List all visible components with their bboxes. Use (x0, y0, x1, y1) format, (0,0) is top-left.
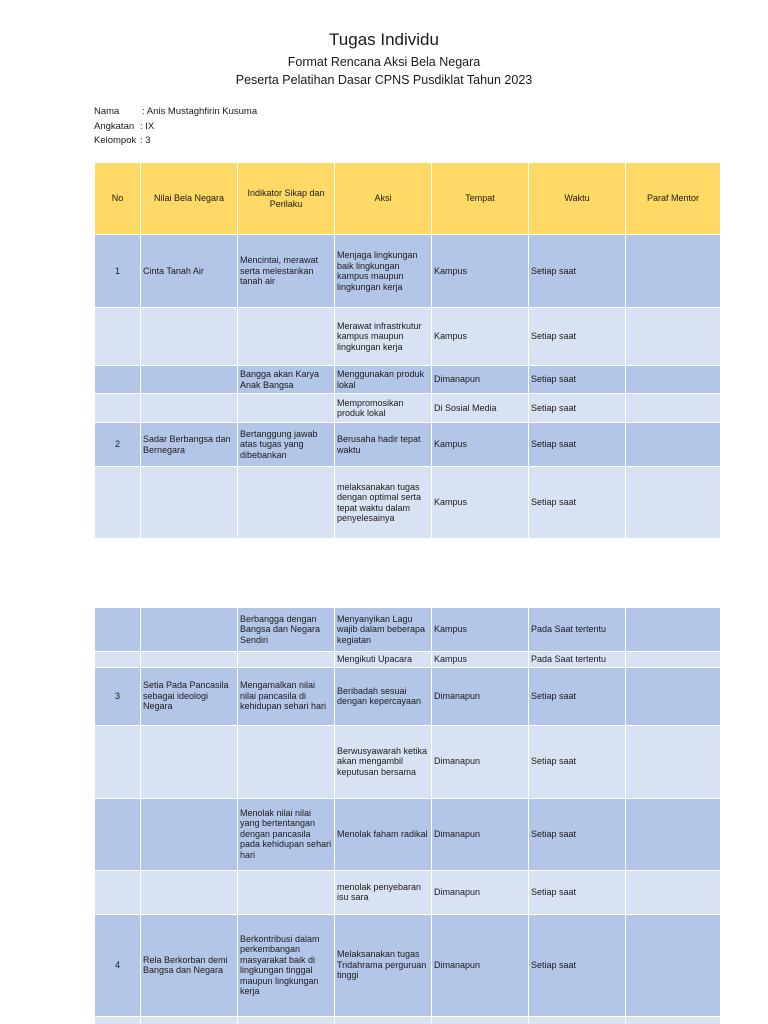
nama-row (94, 105, 257, 120)
cell-tempat: Dimanapun (432, 366, 529, 394)
cell-tempat: Kampus (432, 467, 529, 539)
cell-aksi: menolak penyebaran isu sara (335, 870, 432, 914)
cell-indikator: Mengamalkan nilai nilai pancasila di kehidupan sehari hari (238, 667, 335, 725)
cell-waktu: Setiap saat (529, 394, 626, 423)
cell-tempat: Kampus (432, 235, 529, 308)
cell-indikator (238, 394, 335, 423)
table-row (95, 870, 721, 914)
cell-waktu (529, 1016, 626, 1024)
table-header-row (95, 163, 721, 235)
cell-indikator (238, 1016, 335, 1024)
table-row (95, 366, 721, 394)
cell-no (95, 467, 141, 539)
cell-paraf (626, 870, 721, 914)
cell-nilai (141, 798, 238, 870)
cell-waktu: Setiap saat (529, 308, 626, 366)
cell-paraf (626, 235, 721, 308)
cell-tempat (432, 1016, 529, 1024)
cell-paraf (626, 366, 721, 394)
cell-aksi: Menolak faham radikal (335, 798, 432, 870)
cell-tempat: Dimanapun (432, 914, 529, 1016)
cell-nilai: Rela Berkorban demi Bangsa dan Negara (141, 914, 238, 1016)
table-row (95, 798, 721, 870)
kelompok-row (94, 134, 257, 149)
table-row (95, 652, 721, 668)
cell-no (95, 308, 141, 366)
cell-waktu: Setiap saat (529, 667, 626, 725)
cell-nilai (141, 394, 238, 423)
cell-nilai (141, 870, 238, 914)
table-row (95, 394, 721, 423)
cell-paraf (626, 394, 721, 423)
cell-tempat: Kampus (432, 308, 529, 366)
cell-waktu: Setiap saat (529, 798, 626, 870)
cell-aksi: Menggunakan produk lokal (335, 366, 432, 394)
cell-no (95, 608, 141, 652)
cell-no: 3 (95, 667, 141, 725)
cell-indikator: Berbangga dengan Bangsa dan Negara Sendiri (238, 608, 335, 652)
cell-indikator (238, 725, 335, 798)
participant-info (94, 105, 257, 149)
cell-indikator: Bangga akan Karya Anak Bangsa (238, 366, 335, 394)
cell-aksi: Mempromosikan produk lokal (335, 394, 432, 423)
document-subtitle: Format Rencana Aksi Bela Negara (287, 55, 481, 69)
cell-aksi: Merawat infrastrkutur kampus maupun lingkungan kerja (335, 308, 432, 366)
cell-no: 4 (95, 914, 141, 1016)
cell-nilai (141, 308, 238, 366)
column-header-aksi: Aksi (335, 163, 432, 235)
angkatan-label: Angkatan (94, 120, 135, 132)
column-header-nilai: Nilai Bela Negara (141, 163, 238, 235)
cell-tempat: Dimanapun (432, 798, 529, 870)
cell-waktu: Setiap saat (529, 366, 626, 394)
table-row (95, 235, 721, 308)
cell-paraf (626, 1016, 721, 1024)
cell-tempat: Di Sosial Media (432, 394, 529, 423)
table-row (95, 467, 721, 539)
cell-aksi: Berusaha hadir tepat waktu (335, 423, 432, 467)
cell-tempat: Kampus (432, 652, 529, 668)
action-plan-table-continued (94, 607, 721, 1024)
action-plan-table (94, 162, 721, 539)
table-row (95, 423, 721, 467)
table-row (95, 1016, 721, 1024)
cell-nilai: Sadar Berbangsa dan Bernegara (141, 423, 238, 467)
cell-paraf (626, 423, 721, 467)
cell-indikator (238, 652, 335, 668)
table-row (95, 308, 721, 366)
cell-no (95, 652, 141, 668)
table-row (95, 725, 721, 798)
cell-tempat: Kampus (432, 608, 529, 652)
cell-paraf (626, 914, 721, 1016)
column-header-waktu: Waktu (529, 163, 626, 235)
cell-paraf (626, 725, 721, 798)
kelompok-label: Kelompok (94, 135, 137, 146)
cell-no (95, 870, 141, 914)
cell-waktu: Setiap saat (529, 870, 626, 914)
table-row (95, 608, 721, 652)
cell-indikator: Menolak nilai nilai yang bertentangan dengan pancasila pada kehidupan sehari hari (238, 798, 335, 870)
cell-paraf (626, 467, 721, 539)
cell-indikator (238, 467, 335, 539)
column-header-paraf: Paraf Mentor (626, 163, 721, 235)
cell-indikator (238, 870, 335, 914)
cell-no (95, 725, 141, 798)
cell-nilai (141, 652, 238, 668)
cell-nilai (141, 1016, 238, 1024)
cell-tempat: Dimanapun (432, 667, 529, 725)
cell-waktu: Pada Saat tertentu (529, 608, 626, 652)
cell-aksi: Menjaga lingkungan baik lingkungan kampus maupun lingkungan kerja (335, 235, 432, 308)
cell-aksi: Melaksanakan tugas Tridahrama perguruan tinggi (335, 914, 432, 1016)
cell-no: 2 (95, 423, 141, 467)
cell-paraf (626, 652, 721, 668)
cell-aksi: Beribadah sesuai dengan kepercayaan (335, 667, 432, 725)
table-row (95, 914, 721, 1016)
cell-nilai (141, 467, 238, 539)
column-header-indikator: Indikator Sikap dan Perilaku (238, 163, 335, 235)
angkatan-row (94, 120, 257, 135)
cell-paraf (626, 308, 721, 366)
cell-waktu: Setiap saat (529, 467, 626, 539)
cell-aksi (335, 1016, 432, 1024)
cell-no (95, 1016, 141, 1024)
cell-tempat: Kampus (432, 423, 529, 467)
cell-no: 1 (95, 235, 141, 308)
cell-nilai: Setia Pada Pancasila sebagai ideologi Negara (141, 667, 238, 725)
cell-waktu: Setiap saat (529, 235, 626, 308)
cell-waktu: Pada Saat tertentu (529, 652, 626, 668)
cell-aksi: melaksanakan tugas dengan optimal serta tepat waktu dalam penyelesainya (335, 467, 432, 539)
cell-aksi: Mengikuti Upacara (335, 652, 432, 668)
cell-nilai (141, 608, 238, 652)
cell-indikator: Berkontribusi dalam perkembangan masyarakat baik di lingkungan tinggal maupun lingkungan kerja (238, 914, 335, 1016)
nama-value: : Anis Mustaghfirin Kusuma (142, 106, 258, 117)
cell-nilai: Cinta Tanah Air (141, 235, 238, 308)
table-row (95, 667, 721, 725)
column-header-tempat: Tempat (432, 163, 529, 235)
kelompok-value: : 3 (140, 135, 151, 146)
cell-tempat: Dimanapun (432, 870, 529, 914)
cell-waktu: Setiap saat (529, 914, 626, 1016)
cell-no (95, 366, 141, 394)
cell-paraf (626, 608, 721, 652)
cell-waktu: Setiap saat (529, 423, 626, 467)
cell-no (95, 394, 141, 423)
cell-paraf (626, 798, 721, 870)
angkatan-value: : IX (140, 120, 155, 132)
cell-waktu: Setiap saat (529, 725, 626, 798)
document-title: Tugas Individu (329, 30, 439, 49)
cell-aksi: Menyanyikan Lagu wajib dalam beberapa kegiatan (335, 608, 432, 652)
cell-indikator: Bertanggung jawab atas tugas yang dibebankan (238, 423, 335, 467)
cell-paraf (626, 667, 721, 725)
document-subtitle-2: Peserta Pelatihan Dasar CPNS Pusdiklat Tahun 2023 (235, 73, 533, 87)
nama-label: Nama (94, 106, 120, 117)
cell-indikator: Mencintai, merawat serta melestarikan tanah air (238, 235, 335, 308)
column-header-no: No (95, 163, 141, 235)
cell-indikator (238, 308, 335, 366)
cell-tempat: Dimanapun (432, 725, 529, 798)
cell-nilai (141, 725, 238, 798)
cell-nilai (141, 366, 238, 394)
cell-aksi: Berwusyawarah ketika akan mengambil keputusan bersama (335, 725, 432, 798)
cell-no (95, 798, 141, 870)
